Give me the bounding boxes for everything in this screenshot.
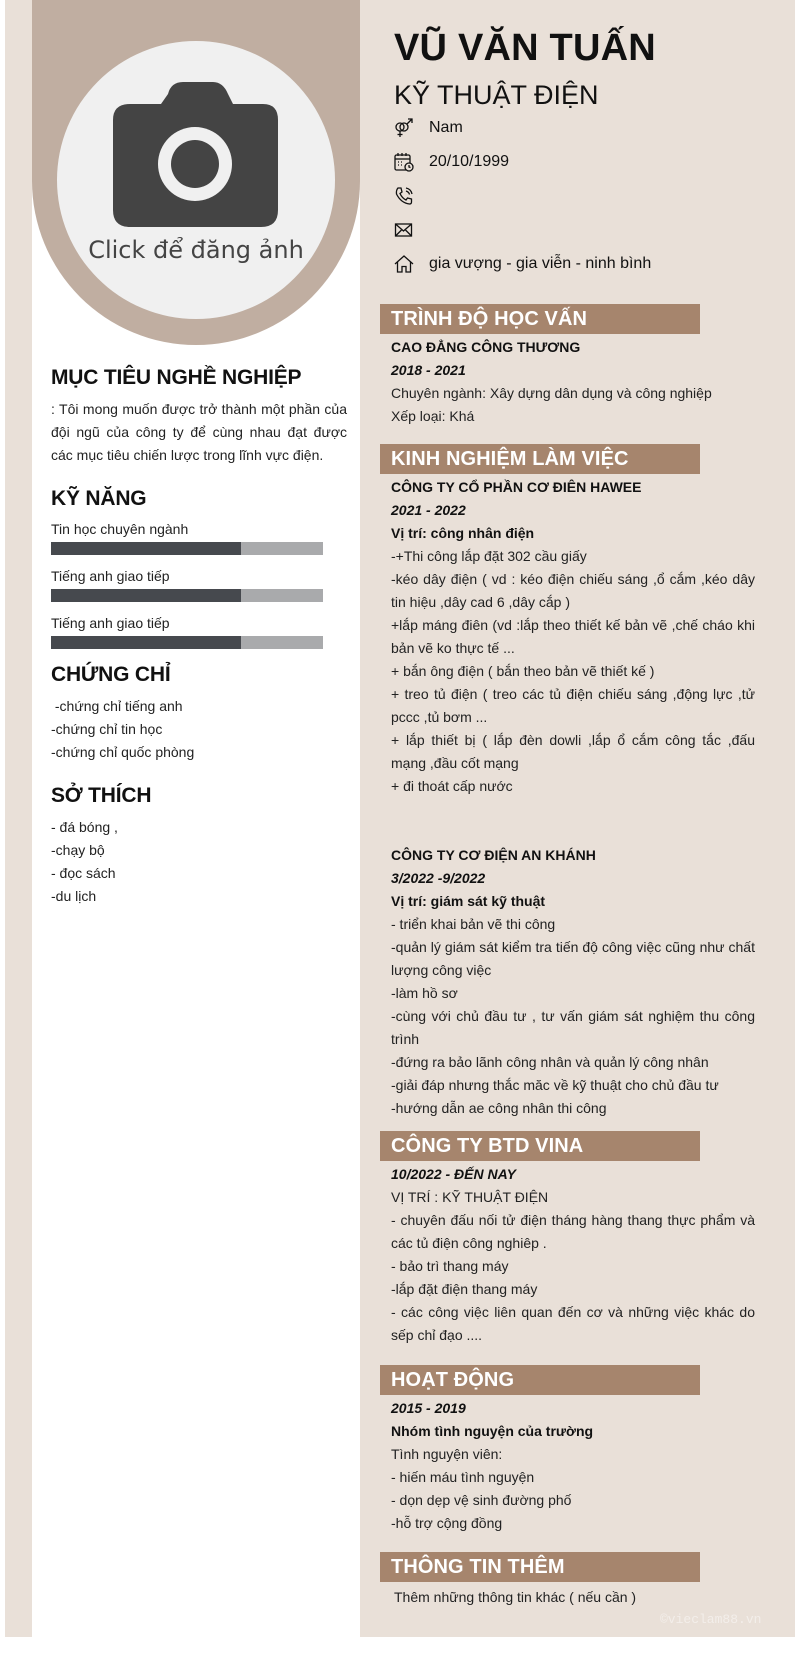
contact-birthday[interactable] [394, 150, 754, 174]
skill-item [51, 613, 347, 649]
skill-item [51, 566, 347, 602]
education-rank: Xếp loại: Khá [391, 408, 475, 424]
job-period: 3/2022 -9/2022 [391, 870, 486, 886]
extra-info-section [380, 1552, 755, 1609]
watermark: ©vieclam88.vn [660, 1612, 762, 1627]
job-duty: -lắp đặt điện thang máy [391, 1281, 538, 1297]
skill-label[interactable]: Tiếng anh giao tiếp [51, 568, 170, 584]
hobbies-heading: SỞ THÍCH [51, 784, 152, 807]
job-duty: - các công việc liên quan đến cơ và những việc khác do sếp chỉ đạo .... [391, 1304, 755, 1343]
job-duty: + bắn ông điện ( bắn theo bản vẽ thiết kế ) [391, 663, 655, 679]
certificates-list[interactable] [51, 695, 347, 764]
hobby-item: -du lịch [51, 888, 97, 904]
job-duty: -quản lý giám sát kiểm tra tiến độ công việc cũng như chất lượng công việc [391, 939, 755, 978]
job-period: 2021 - 2022 [391, 502, 466, 518]
camera-icon [113, 82, 278, 227]
job-title[interactable]: KỸ THUẬT ĐIỆN [394, 80, 599, 110]
skill-fill [51, 589, 241, 602]
job-duty: - bảo trì thang máy [391, 1258, 509, 1274]
job-position: Vị trí: giám sát kỹ thuật [391, 893, 546, 909]
hobby-item: - đá bóng , [51, 819, 118, 835]
job-duty: -đứng ra bảo lãnh công nhân và quản lý công nhân [391, 1054, 709, 1070]
company-name: CÔNG TY CỔ PHẦN CƠ ĐIÊN HAWEE [391, 479, 642, 495]
objective-section [51, 366, 347, 467]
job-duty: -kéo dây điện ( vd : kéo điện chiếu sáng ,ổ cắm ,kéo dây tin hiệu ,dây cad 6 ,dây cắp ) [391, 571, 755, 610]
candidate-name[interactable]: VŨ VĂN TUẤN [394, 27, 656, 69]
activities-section [380, 1365, 755, 1535]
job-duty: -+Thi công lắp đặt 302 cầu giấy [391, 548, 587, 564]
gender-value: Nam [429, 119, 463, 136]
skills-heading: KỸ NĂNG [51, 487, 147, 510]
objective-heading: MỤC TIÊU NGHỀ NGHIỆP [51, 366, 302, 389]
job-position: Vị trí: công nhân điện [391, 525, 535, 541]
skill-fill [51, 636, 241, 649]
job-duty: - triển khai bản vẽ thi công [391, 916, 556, 932]
hobbies-section [51, 784, 347, 908]
left-content [51, 366, 347, 928]
job-period: 10/2022 - ĐẾN NAY [391, 1166, 517, 1182]
experience-job[interactable] [380, 476, 755, 1120]
hobby-item: - đọc sách [51, 865, 116, 881]
skill-fill [51, 542, 241, 555]
birthday-value: 20/10/1999 [429, 153, 510, 170]
btd-vina-body[interactable] [380, 1163, 755, 1347]
activity-line: -hỗ trợ cộng đồng [391, 1515, 503, 1531]
skill-label[interactable]: Tin học chuyên ngành [51, 521, 189, 537]
contact-gender[interactable] [394, 116, 754, 140]
experience-heading: KINH NGHIỆM LÀM VIỆC [380, 444, 700, 474]
phone-icon [394, 186, 414, 206]
job-duty: -giải đáp nhưng thắc măc về kỹ thuật cho chủ đầu tư [391, 1077, 719, 1093]
activity-org: Nhóm tình nguyện của trường [391, 1423, 594, 1439]
certificate-item: -chứng chỉ tin học [51, 721, 163, 737]
certificate-item: -chứng chỉ tiếng anh [51, 698, 183, 714]
experience-section [380, 444, 755, 1120]
activity-period: 2015 - 2019 [391, 1400, 466, 1416]
activities-heading: HOẠT ĐỘNG [380, 1365, 700, 1395]
skill-bar[interactable] [51, 542, 323, 555]
gender-icon [394, 118, 414, 138]
contact-phone[interactable] [394, 184, 754, 208]
education-section [380, 304, 755, 428]
job-duty: - chuyên đấu nối tử điện tháng hàng thang thực phẩm và các tủ điện công nghiêp . [391, 1212, 755, 1251]
education-major: Chuyên ngành: Xây dựng dân dụng và công nghiệp [391, 385, 712, 401]
job-duty: -cùng với chủ đầu tư , tư vấn giám sát nghiệm thu công trình [391, 1008, 755, 1047]
skill-item [51, 519, 347, 555]
activity-line: Tình nguyện viên: [391, 1446, 503, 1462]
job-duty: + lắp thiết bị ( lắp đèn dowli ,lắp ổ cắm công tắc ,đấu mạng ,đầu cốt mạng [391, 732, 755, 771]
home-icon [394, 254, 414, 274]
certificate-item: -chứng chỉ quốc phòng [51, 744, 195, 760]
objective-text[interactable]: : Tôi mong muốn được trở thành một phần của đội ngũ của công ty để cùng nhau đạt được các mục tiêu chiến lược trong lĩnh vực điện. [51, 401, 347, 463]
photo-frame [32, 0, 360, 345]
job-position: VỊ TRÍ : KỸ THUẬT ĐIỆN [391, 1189, 549, 1205]
spacer [391, 798, 755, 821]
btd-vina-section [380, 1131, 755, 1347]
btd-vina-heading: CÔNG TY BTD VINA [380, 1131, 700, 1161]
job-duty: -hướng dẫn ae công nhân thi công [391, 1100, 607, 1116]
address-value: gia vượng - gia viễn - ninh bình [429, 255, 652, 272]
spacer [391, 821, 755, 844]
extra-info-heading: THÔNG TIN THÊM [380, 1552, 700, 1582]
school-name: CAO ĐẲNG CÔNG THƯƠNG [391, 339, 581, 355]
cv-page [5, 0, 795, 1637]
upload-photo-label[interactable]: Click để đăng ảnh [88, 236, 304, 264]
job-duty: + đi thoát cấp nước [391, 778, 513, 794]
education-heading: TRÌNH ĐỘ HỌC VẤN [380, 304, 700, 334]
activity-line: - hiến máu tình nguyện [391, 1469, 535, 1485]
avatar-upload[interactable] [57, 41, 335, 319]
extra-info-body[interactable] [380, 1586, 755, 1609]
contact-address[interactable] [394, 252, 754, 276]
certificates-heading: CHỨNG CHỈ [51, 663, 171, 686]
job-duty: + treo tủ điện ( treo các tủ điện chiếu sáng ,động lực ,tử pccc ,tủ bơm ... [391, 686, 755, 725]
hobbies-list[interactable] [51, 816, 347, 908]
left-column [32, 0, 360, 1637]
job-duty: -làm hồ sơ [391, 985, 458, 1001]
skill-bar[interactable] [51, 636, 323, 649]
education-body[interactable] [380, 336, 755, 428]
hobby-item: -chạy bộ [51, 842, 105, 858]
certificates-section [51, 663, 347, 764]
contact-email[interactable] [394, 218, 754, 242]
company-name: CÔNG TY CƠ ĐIỆN AN KHÁNH [391, 847, 596, 863]
calendar-icon [394, 152, 414, 172]
job-duty: +lắp máng điên (vd :lắp theo thiết kế bản vẽ ,chế cháo khi bản vẽ ko thực tế ... [391, 617, 755, 656]
activity-line: - dọn dẹp vệ sinh đường phố [391, 1492, 572, 1508]
education-period: 2018 - 2021 [391, 362, 466, 378]
skill-bar[interactable] [51, 589, 323, 602]
extra-info-text: Thêm những thông tin khác ( nếu cần ) [394, 1589, 637, 1605]
skills-section [51, 487, 347, 649]
activities-body[interactable] [380, 1397, 755, 1535]
skill-label[interactable]: Tiếng anh giao tiếp [51, 615, 170, 631]
mail-icon [394, 220, 414, 240]
